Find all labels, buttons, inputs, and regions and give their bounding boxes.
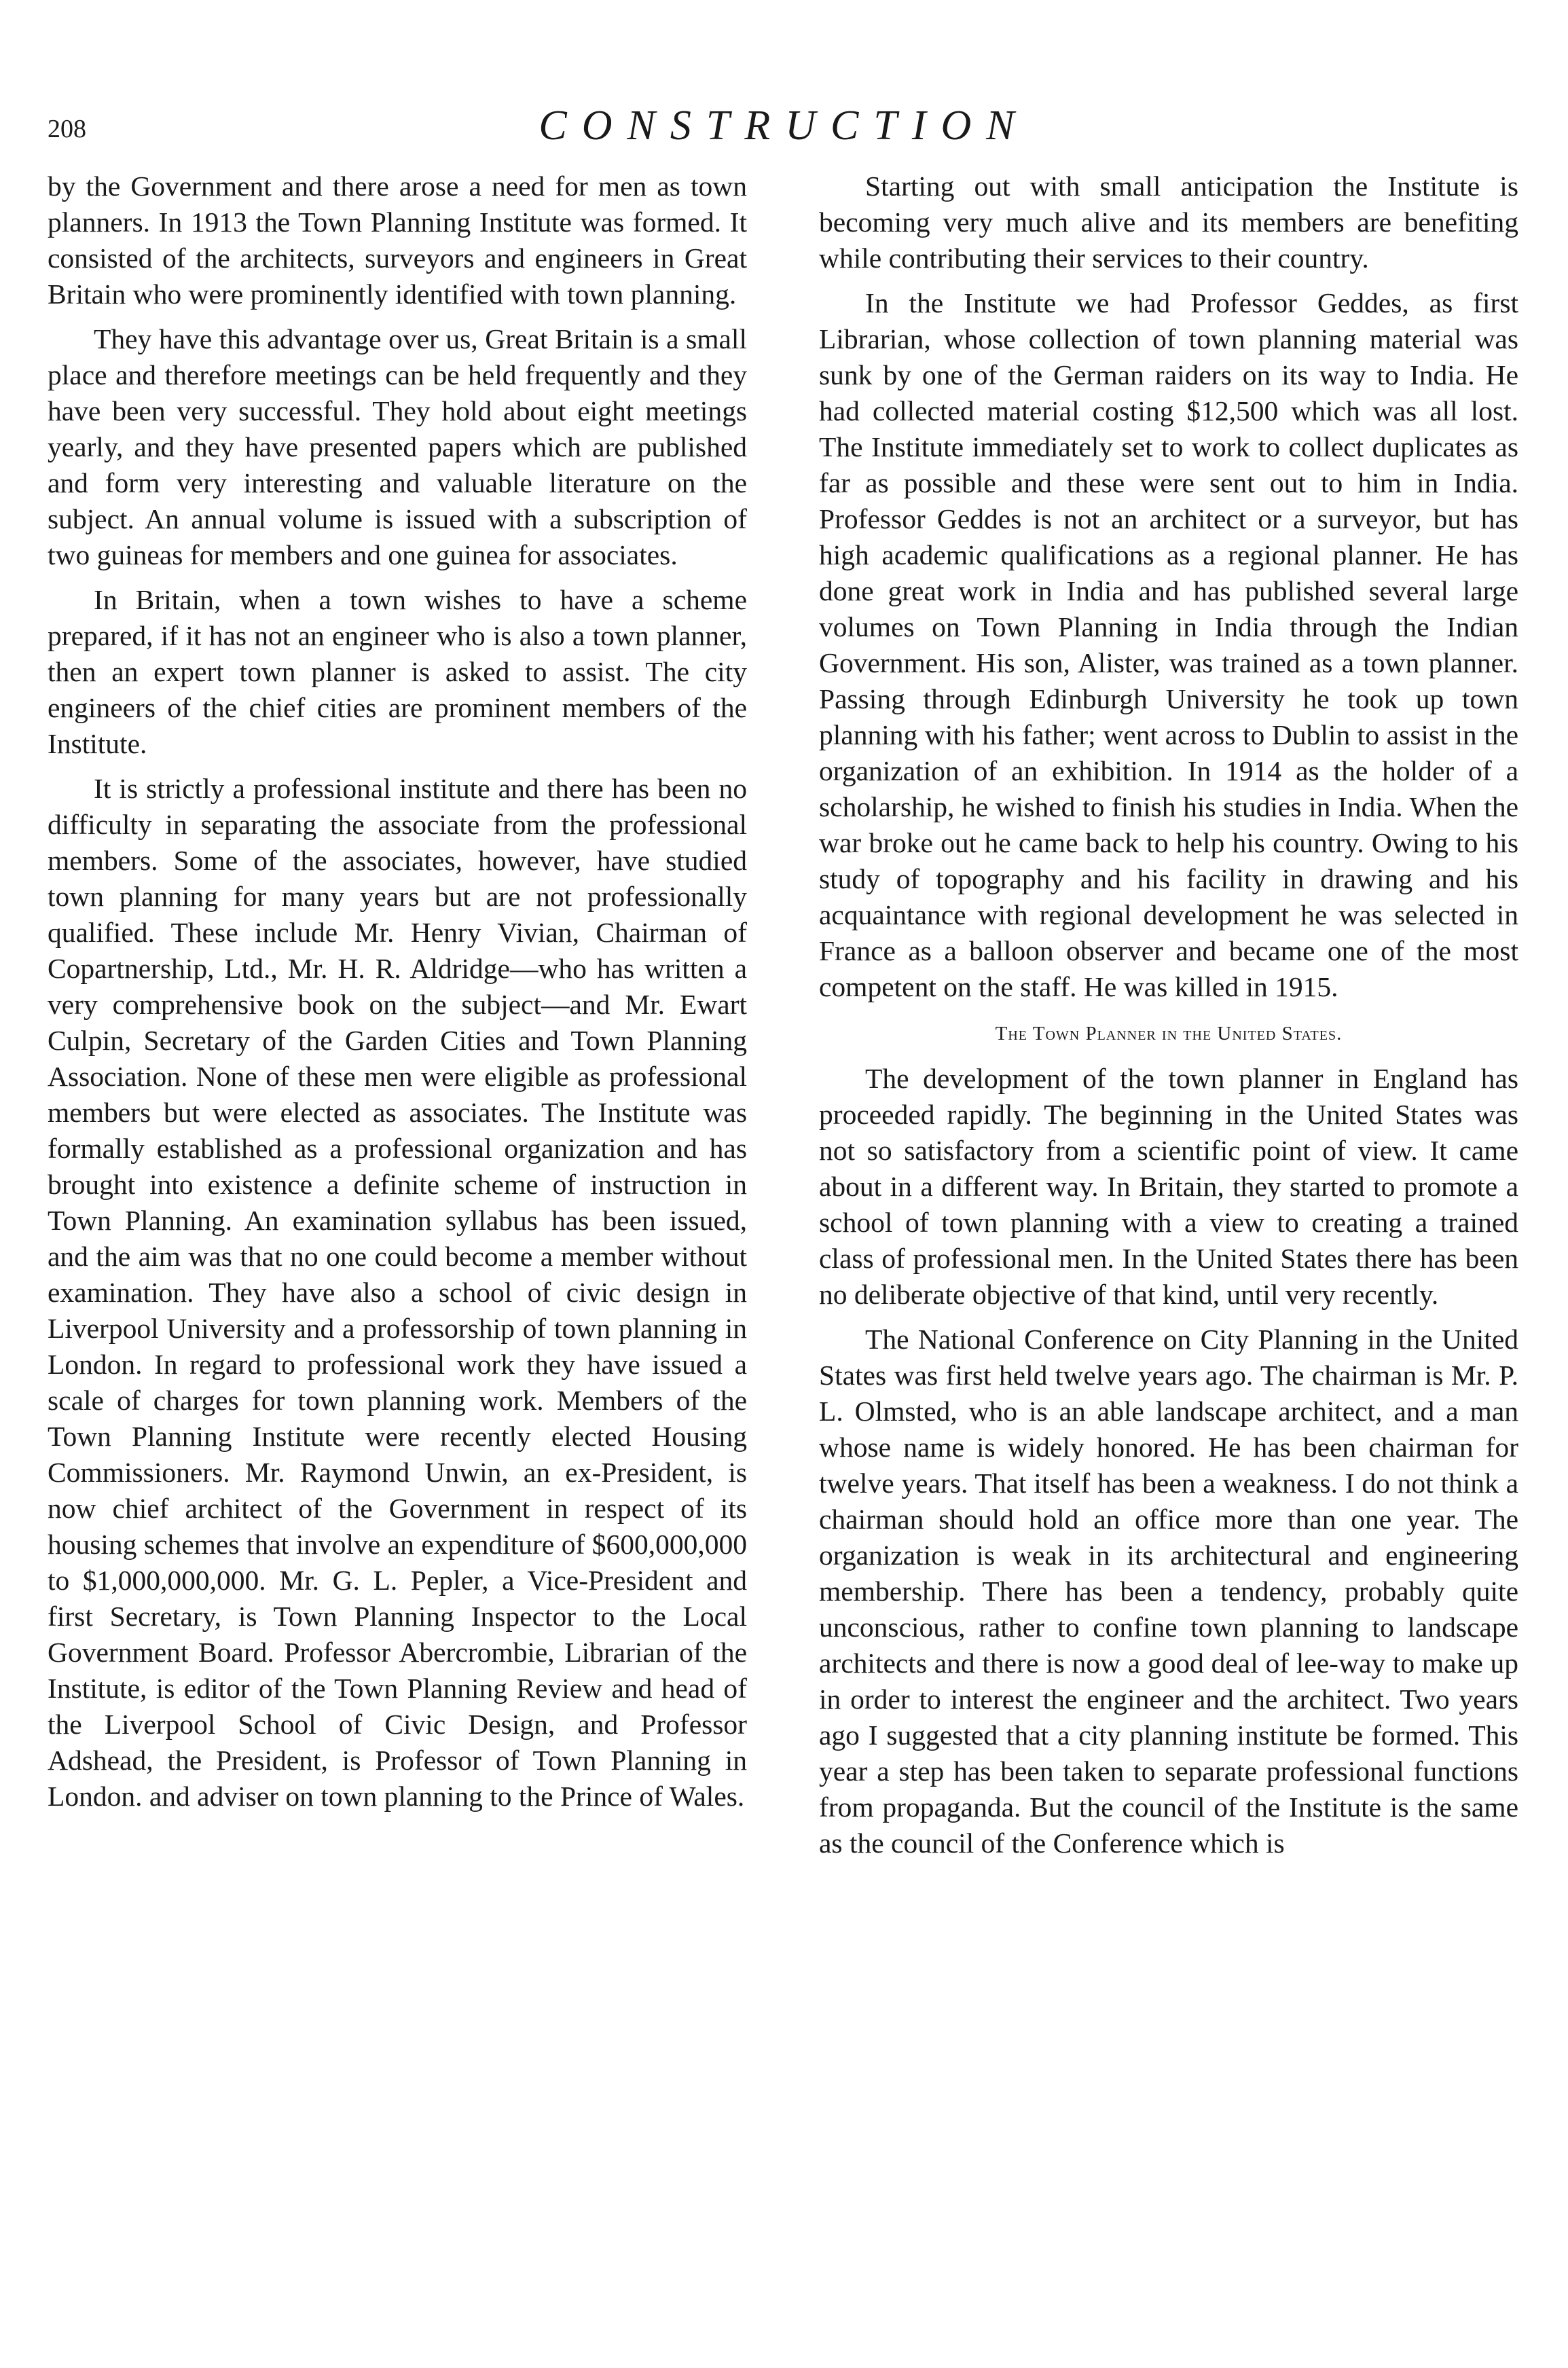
paragraph: It is strictly a professional institute and there has been no difficulty in separating the associate from the professional members. Some of the associates, however, have studied town planning for many years but are not professionally qualified. These include Mr. Henry Vivian, Chairman of Copartnership, Ltd., Mr. H. R. Aldridge—who has written a very comprehensive book on the subject—and Mr. Ewart Culpin, Secretary of the Garden Cities and Town Planning Association. None of these men were eligible as professional members but were elected as associates. The Institute was formally established as a professional organization and has brought into existence a definite scheme of instruction in Town Planning. An examination syllabus has been issued, and the aim was that no one could become a member without examination. They have also a school of civic design in Liverpool University and a professorship of town planning in London. In regard to professional work they have issued a scale of charges for town planning work. Members of the Town Planning Institute were recently elected Housing Commissioners. Mr. Raymond Unwin, an ex-President, is now chief architect of the Government in respect of its housing schemes that involve an expenditure of $600,000,000 to $1,000,000,000. Mr. G. L. Pepler, a Vice-President and first Secretary, is Town Planning Inspector to the Local Government Board. Professor Abercrombie, Librarian of the Institute, is editor of the Town Planning Review and head of the Liverpool School of Civic Design, and Professor Adshead, the President, is Professor of Town Planning in London. and adviser on town planning to the Prince of Wales.: [48, 773, 747, 1812]
paragraph: by the Government and there arose a need for men as town planners. In 1913 the Town Planning Institute was formed. It consisted of the architects, surveyors and engineers in Great Britain who were prominently identified with town planning.: [48, 170, 747, 310]
paragraph: Starting out with small anticipation the Institute is becoming very much alive and its members are benefiting while contributing their services to their country.: [819, 170, 1518, 274]
paragraph: The development of the town planner in England has proceeded rapidly. The beginning in the United States was not so satisfactory from a scientific point of view. It came about in a different way. In Britain, they started to promote a school of town planning with a view to creating a trained class of professional men. In the United States there has been no deliberate objective of that kind, until very recently.: [819, 1063, 1518, 1310]
paragraph: In Britain, when a town wishes to have a scheme prepared, if it has not an engineer who is also a town planner, then an expert town planner is asked to assist. The city engineers of the chief cities are prominent members of the Institute.: [48, 584, 747, 759]
left-column: [48, 168, 747, 1823]
page-number: 208: [48, 115, 86, 143]
paragraph: The National Conference on City Planning in the United States was first held twelve years ago. The chairman is Mr. P. L. Olmsted, who is an able landscape architect, and a man whose name is widely honored. He has been chairman for twelve years. That itself has been a weakness. I do not think a chairman should hold an office more than one year. The organization is weak in its architectural and engineering membership. There has been a tendency, probably quite unconscious, rather to confine town planning to landscape architects and there is now a good deal of lee-way to make up in order to interest the engineer and the architect. Two years ago I suggested that a city planning institute be formed. This year a step has been taken to separate professional functions from propaganda. But the council of the Institute is the same as the council of the Conference which is: [819, 1324, 1518, 1859]
paragraph: In the Institute we had Professor Geddes, as first Librarian, whose collection of town planning material was sunk by one of the German raiders on its way to India. He had collected material costing $12,500 which was all lost. The Institute immediately set to work to collect duplicates as far as possible and these were sent out to him in India. Professor Geddes is not an architect or a surveyor, but has high academic qualifications as a regional planner. He has done great work in India and has published several large volumes on Town Planning in India through the Indian Government. His son, Alister, was trained as a town planner. Passing through Edinburgh University he took up town planning with his father; went across to Dublin to assist in the organization of an exhibition. In 1914 as the holder of a scholarship, he wished to finish his studies in India. When the war broke out he came back to help his country. Owing to his study of topography and his facility in drawing and his acquaintance with regional development he was selected in France as a balloon observer and became one of the most competent on the staff. He was killed in 1915.: [819, 287, 1518, 1002]
journal-title: CONSTRUCTION: [539, 103, 1029, 149]
section-heading: The Town Planner in the United States.: [995, 1023, 1343, 1044]
right-column: [819, 168, 1518, 1870]
paragraph: They have this advantage over us, Great Britain is a small place and therefore meetings can be held frequently and they have been very successful. They hold about eight meetings yearly, and they have presented papers which are published and form very interesting and valuable literature on the subject. An annual volume is issued with a subscription of two guineas for members and one guinea for associates.: [48, 323, 747, 570]
